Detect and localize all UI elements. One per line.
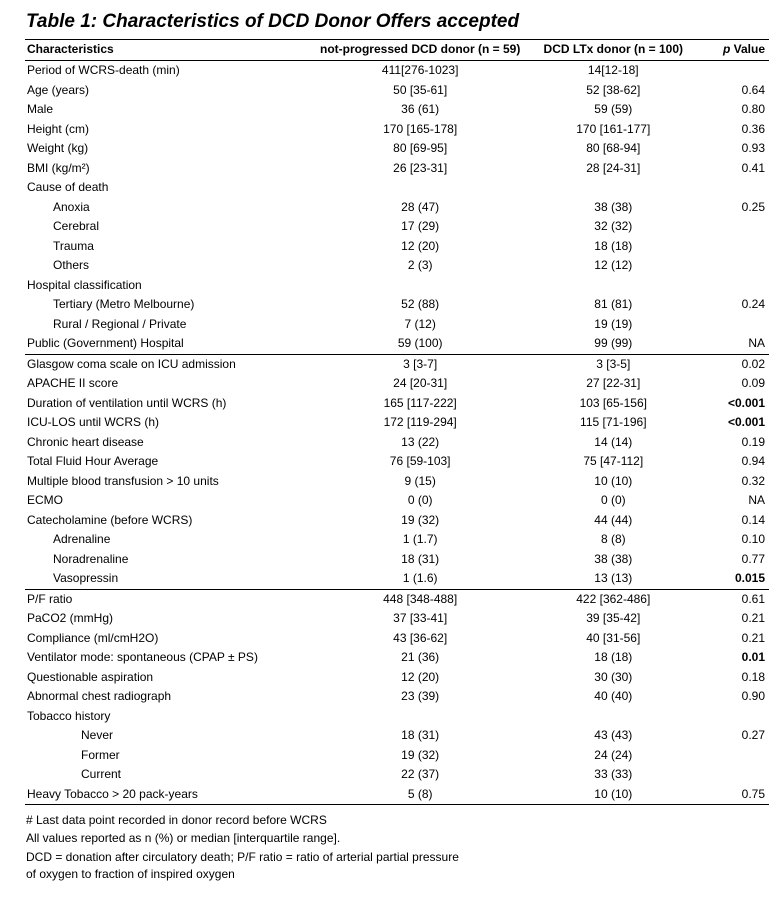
row-p-value: <0.001 [727,395,765,410]
row-value-ltx: 18 (18) [594,650,633,664]
row-p-value [698,276,769,296]
row-value-ltx: 14[12-18] [587,63,639,77]
table-row [25,217,769,237]
row-value-ltx [529,707,698,727]
row-value-ltx: 3 [3-5] [596,356,631,371]
header-p-value [698,40,769,61]
row-value-not-progressed: 17 (29) [401,219,440,233]
row-value-not-progressed [312,276,529,296]
header-value-word: Value [730,42,765,57]
row-p-value: 0.94 [741,454,765,468]
row-label: Weight (kg) [27,141,89,155]
row-value-ltx: 13 (13) [529,569,698,589]
header-ltx-donor: DCD LTx donor (n = 100) [543,42,683,57]
row-label: Male [27,102,54,116]
row-value-ltx: 99 (99) [529,334,698,354]
row-value-ltx: 8 (8) [600,532,626,546]
footnote-1: # Last data point recorded in donor record before WCRS [26,813,327,827]
row-value-ltx: 170 [161-177] [576,121,651,136]
table-row [25,472,769,492]
row-value-ltx: 27 [22-31] [586,376,641,390]
table-row [25,354,769,374]
row-p-value: 0.015 [698,569,769,589]
row-value-ltx: 10 (10) [529,785,698,805]
table-row [25,433,769,453]
row-value-ltx: 38 (38) [594,199,633,214]
row-value-not-progressed: 18 (31) [401,551,440,566]
row-p-value: 0.27 [741,728,765,742]
row-value-not-progressed: 172 [119-294] [383,415,457,429]
row-label: Tobacco history [27,708,111,723]
table-row [25,413,769,433]
row-label: Hospital classification [27,277,142,292]
table-row [25,256,769,276]
row-value-not-progressed: 19 (32) [401,747,440,762]
row-value-ltx: 103 [65-156] [579,395,647,410]
row-value-not-progressed: 12 (20) [401,238,440,253]
row-label: Cerebral [53,219,100,233]
row-value-not-progressed: 19 (32) [401,512,440,527]
row-value-not-progressed: 76 [59-103] [389,454,451,468]
row-value-ltx: 39 [35-42] [586,611,641,625]
row-value-ltx: 115 [71-196] [580,415,647,429]
table-row [25,295,769,315]
row-p-value: 0.90 [741,689,765,703]
row-p-value: 0.14 [741,512,765,527]
table-row [25,550,769,570]
row-value-ltx: 59 (59) [594,102,633,116]
row-p-value [698,256,769,276]
row-label: PaCO2 (mmHg) [27,611,114,625]
row-value-not-progressed: 43 [36-62] [393,630,448,645]
row-value-ltx: 40 (40) [594,689,633,703]
table-row [25,609,769,629]
row-label: Noradrenaline [53,551,129,566]
row-value-ltx: 40 [31-56] [586,630,641,645]
table-header-row [25,40,769,61]
row-value-ltx: 12 (12) [594,258,633,272]
row-value-not-progressed: 9 (15) [404,473,436,488]
row-p-value: 0.36 [741,121,765,136]
row-value-not-progressed: 26 [23-31] [393,160,448,175]
table-row [25,629,769,649]
row-value-ltx: 0 (0) [600,493,626,507]
row-label: Total Fluid Hour Average [27,454,159,468]
row-value-not-progressed: 13 (22) [401,434,440,449]
row-label: Vasopressin [25,569,312,589]
row-label: Age (years) [27,82,90,97]
row-label: Tertiary (Metro Melbourne) [53,297,195,311]
row-value-not-progressed: 28 (47) [401,199,440,214]
table-row [25,668,769,688]
row-value-ltx [529,178,698,198]
table-row [25,491,769,511]
row-value-ltx: 422 [362-486] [576,591,651,606]
table-row [25,589,769,609]
row-value-not-progressed: 22 (37) [401,767,440,781]
row-label: Height (cm) [27,121,90,136]
table-row [25,198,769,218]
header-p-letter: p [722,42,731,57]
row-value-not-progressed: 12 (20) [401,669,440,684]
row-value-ltx: 18 (18) [594,238,633,253]
row-p-value: 0.21 [741,630,765,645]
row-p-value: 0.09 [741,376,765,390]
row-label: Adrenaline [53,532,111,546]
row-value-not-progressed: 23 (39) [401,689,440,703]
header-not-progressed: not-progressed DCD donor (n = 59) [319,42,521,57]
row-value-ltx [529,276,698,296]
table-row [25,276,769,296]
table-row [25,530,769,550]
row-p-value: 0.21 [741,611,765,625]
table-row [25,569,769,589]
row-value-ltx: 80 [68-94] [586,141,641,155]
row-p-value: 0.10 [741,532,765,546]
row-label: Period of WCRS-death (min) [27,63,180,77]
row-label: ICU-LOS until WCRS (h) [27,415,160,429]
row-value-ltx: 10 (10) [594,473,633,488]
table-row [25,178,769,198]
row-p-value [698,178,769,198]
header-characteristics: Characteristics [27,42,114,57]
table-row [25,726,769,746]
row-label: Questionable aspiration [27,669,154,684]
row-value-not-progressed: 411[276-1023] [381,63,459,77]
row-value-not-progressed: 0 (0) [407,493,433,507]
row-label: BMI (kg/m²) [27,160,90,175]
row-p-value: 0.19 [741,434,765,449]
row-p-value: 0.25 [741,199,765,214]
row-value-not-progressed: 5 (8) [312,785,529,805]
table-row [25,394,769,414]
row-value-not-progressed: 3 [3-7] [403,356,438,371]
row-value-not-progressed: 1 (1.7) [402,532,438,546]
row-value-ltx: 32 (32) [594,219,633,233]
row-value-not-progressed: 21 (36) [401,650,440,664]
row-label: Anoxia [53,199,90,214]
table-row [25,120,769,140]
row-p-value: 0.80 [741,102,765,116]
row-value-ltx: 38 (38) [594,551,633,566]
row-value-not-progressed: 36 (61) [401,102,440,116]
row-value-ltx: 43 (43) [594,728,633,742]
row-value-not-progressed [312,707,529,727]
row-p-value: 0.93 [741,141,765,155]
row-value-not-progressed: 52 (88) [401,297,440,311]
row-label: Abnormal chest radiograph [27,689,172,703]
row-value-ltx: 81 (81) [594,297,633,311]
table-row [25,315,769,335]
row-p-value [698,765,769,785]
table-row [25,334,769,354]
table-row [25,374,769,394]
row-p-value: 0.77 [741,551,765,566]
table-row [25,159,769,179]
table-body [25,61,769,805]
row-value-ltx: 19 (19) [594,316,633,331]
row-p-value [698,746,769,766]
row-p-value: 0.32 [741,473,765,488]
table-row [25,100,769,120]
row-p-value: 0.01 [741,650,765,664]
row-label: P/F ratio [27,591,73,606]
table-row [25,765,769,785]
row-label: Never [81,728,114,742]
row-label: Ventilator mode: spontaneous (CPAP ± PS) [27,650,258,664]
row-value-not-progressed: 59 (100) [312,334,529,354]
row-value-not-progressed: 24 [20-31] [393,376,448,390]
row-value-not-progressed: 170 [165-178] [383,121,458,136]
row-label: Cause of death [27,180,109,194]
row-value-not-progressed [312,178,529,198]
table-row [25,139,769,159]
row-value-ltx: 44 (44) [594,512,633,527]
row-label: Catecholamine (before WCRS) [27,512,193,527]
row-p-value [698,237,769,257]
table-row [25,81,769,101]
footnote-3: DCD = donation after circulatory death; P/F ratio = ratio of arterial partial pressure [26,850,459,864]
row-label: Former [81,747,120,762]
row-label: ECMO [27,493,63,507]
row-value-not-progressed: 80 [69-95] [393,141,448,155]
table-row [25,707,769,727]
row-p-value: NA [748,493,765,507]
row-value-not-progressed: 7 (12) [404,316,436,331]
row-label: Rural / Regional / Private [53,316,187,331]
row-p-value [698,315,769,335]
row-label: Heavy Tobacco > 20 pack-years [25,785,312,805]
table-row [25,785,769,805]
row-label: Duration of ventilation until WCRS (h) [27,395,227,410]
table-row [25,452,769,472]
row-label: Current [81,767,122,781]
row-label: Compliance (ml/cmH2O) [27,630,159,645]
row-value-not-progressed: 448 [348-488] [383,591,458,606]
row-label: APACHE II score [27,376,119,390]
row-value-not-progressed: 2 (3) [407,258,433,272]
row-value-not-progressed: 165 [117-222] [383,395,457,410]
row-p-value: <0.001 [727,415,765,429]
row-value-not-progressed: 50 [35-61] [393,82,448,97]
row-label: Trauma [53,238,94,253]
row-p-value: 0.02 [741,356,765,371]
row-p-value: 0.24 [741,297,765,311]
row-value-ltx: 75 [47-112] [583,454,644,468]
row-p-value: NA [698,334,769,354]
table-row [25,648,769,668]
table-row [25,237,769,257]
row-p-value: 0.18 [741,669,765,684]
row-value-ltx: 52 [38-62] [586,82,641,97]
row-label: Multiple blood transfusion > 10 units [27,473,219,488]
table-row [25,61,769,81]
footnote-2: All values reported as n (%) or median [interquartile range]. [26,831,341,845]
row-p-value [698,707,769,727]
row-p-value [698,61,769,81]
characteristics-table [25,39,769,805]
row-p-value: 0.75 [698,785,769,805]
row-label: Others [53,258,90,272]
row-label: Glasgow coma scale on ICU admission [27,356,236,371]
row-value-not-progressed: 37 [33-41] [393,611,448,625]
row-label: Chronic heart disease [27,434,144,449]
row-value-not-progressed: 18 (31) [401,728,440,742]
row-value-ltx: 28 [24-31] [586,160,641,175]
row-p-value: 0.61 [741,591,765,606]
row-value-not-progressed: 1 (1.6) [312,569,529,589]
row-p-value: 0.64 [741,82,765,97]
row-p-value [698,217,769,237]
table-row [25,687,769,707]
table-row [25,746,769,766]
row-value-ltx: 30 (30) [594,669,633,684]
table-title: Table 1: Characteristics of DCD Donor Offers accepted [26,11,520,32]
row-value-ltx: 14 (14) [594,434,633,449]
row-value-ltx: 24 (24) [594,747,633,762]
row-p-value: 0.41 [741,160,765,175]
row-label: Public (Government) Hospital [25,334,312,354]
row-value-ltx: 33 (33) [594,767,633,781]
footnote-4: of oxygen to fraction of inspired oxygen [26,867,235,881]
table-row [25,511,769,531]
